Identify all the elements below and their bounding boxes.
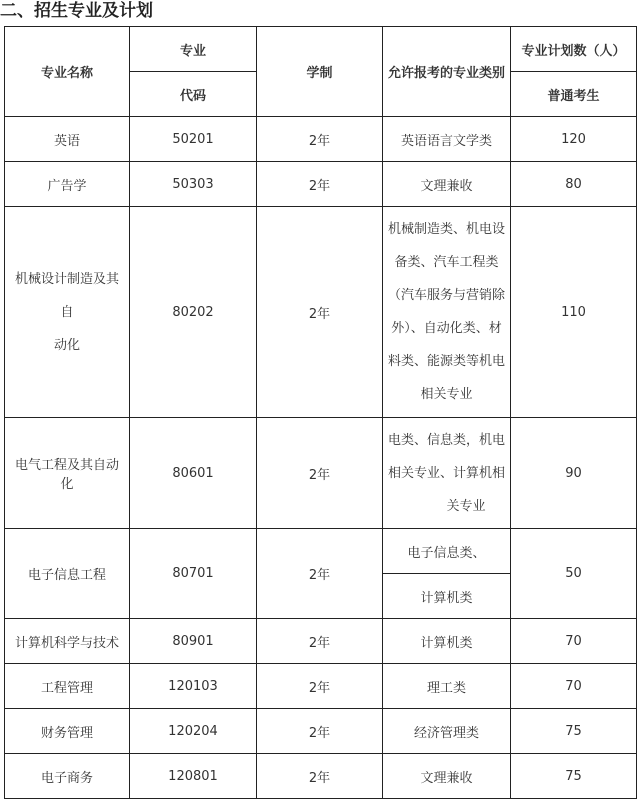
table-row: [5, 709, 637, 754]
category-line: 料类、能源类等机电: [387, 354, 505, 369]
cell-major-code: 120204: [130, 709, 257, 754]
category-line: 电类、信息类，机电: [387, 432, 505, 448]
header-plan-count: 专业计划数（人）: [511, 27, 637, 72]
cell-major-name: [5, 207, 130, 418]
cell-duration: 2年: [257, 418, 383, 529]
category-line: 相关专业: [420, 387, 473, 402]
cell-categories: 文理兼收: [383, 754, 511, 799]
cell-duration: 2年: [257, 117, 383, 162]
header-major: 专业: [130, 27, 257, 72]
cell-major-code: 120103: [130, 664, 257, 709]
section-title: 二、招生专业及计划: [0, 1, 153, 21]
cell-plan-count: 75: [511, 709, 637, 754]
cell-plan-count: 70: [511, 664, 637, 709]
cell-categories: [383, 207, 511, 418]
cell-major-name: 广告学: [5, 162, 130, 207]
cell-duration: 2年: [257, 664, 383, 709]
cell-major-name: 财务管理: [5, 709, 130, 754]
table-row: [5, 207, 637, 418]
cell-major-name: 电子商务: [5, 754, 130, 799]
category-line: 关专业: [446, 498, 486, 514]
category-line: 机械制造类、机电设: [387, 222, 505, 237]
cell-plan-count: 110: [511, 207, 637, 418]
table-row: [5, 619, 637, 664]
major-name-line: 动化: [53, 337, 80, 353]
cell-categories: 英语语言文学类: [383, 117, 511, 162]
cell-categories: 计算机类: [383, 619, 511, 664]
table-row: [5, 529, 637, 574]
cell-categories-bottom: 计算机类: [383, 574, 511, 619]
cell-duration: 2年: [257, 754, 383, 799]
cell-duration: 2年: [257, 709, 383, 754]
header-regular-students: 普通考生: [511, 72, 637, 117]
cell-duration: 2年: [257, 207, 383, 418]
header-duration: 学制: [257, 27, 383, 117]
category-line: 外）、自动化类、材: [391, 321, 502, 336]
cell-major-code: 80701: [130, 529, 257, 619]
cell-categories-top: 电子信息类、: [383, 529, 511, 574]
enrollment-plan-table: [4, 26, 637, 799]
cell-major-code: 80202: [130, 207, 257, 418]
cell-major-name: 英语: [5, 117, 130, 162]
cell-major-code: 80901: [130, 619, 257, 664]
cell-plan-count: 120: [511, 117, 637, 162]
cell-duration: 2年: [257, 529, 383, 619]
cell-major-code: 50303: [130, 162, 257, 207]
cell-plan-count: 90: [511, 418, 637, 529]
table-row: [5, 117, 637, 162]
cell-major-code: 50201: [130, 117, 257, 162]
header-major-name: 专业名称: [5, 27, 130, 117]
cell-categories: [383, 418, 511, 529]
cell-major-code: 120801: [130, 754, 257, 799]
category-line: （汽车服务与营销除: [387, 288, 505, 303]
table-row: [5, 418, 637, 529]
cell-categories: 理工类: [383, 664, 511, 709]
cell-plan-count: 50: [511, 529, 637, 619]
header-major-code: 代码: [130, 72, 257, 117]
cell-major-name: 计算机科学与技术: [5, 619, 130, 664]
cell-categories: 经济管理类: [383, 709, 511, 754]
header-allowed-categories: 允许报考的专业类别: [383, 27, 511, 117]
header-row-1: [5, 27, 637, 72]
table-row: [5, 664, 637, 709]
cell-plan-count: 80: [511, 162, 637, 207]
table-row: [5, 162, 637, 207]
cell-plan-count: 75: [511, 754, 637, 799]
category-line: 相关专业、计算机相: [387, 465, 505, 481]
table-row: [5, 754, 637, 799]
cell-duration: 2年: [257, 162, 383, 207]
cell-major-name: 电气工程及其自动化: [5, 418, 130, 529]
major-name-line: 机械设计制造及其自: [14, 271, 119, 320]
category-line: 备类、汽车工程类: [394, 255, 499, 270]
cell-plan-count: 70: [511, 619, 637, 664]
cell-major-name: 工程管理: [5, 664, 130, 709]
cell-major-name: 电子信息工程: [5, 529, 130, 619]
cell-duration: 2年: [257, 619, 383, 664]
cell-categories: 文理兼收: [383, 162, 511, 207]
cell-major-code: 80601: [130, 418, 257, 529]
